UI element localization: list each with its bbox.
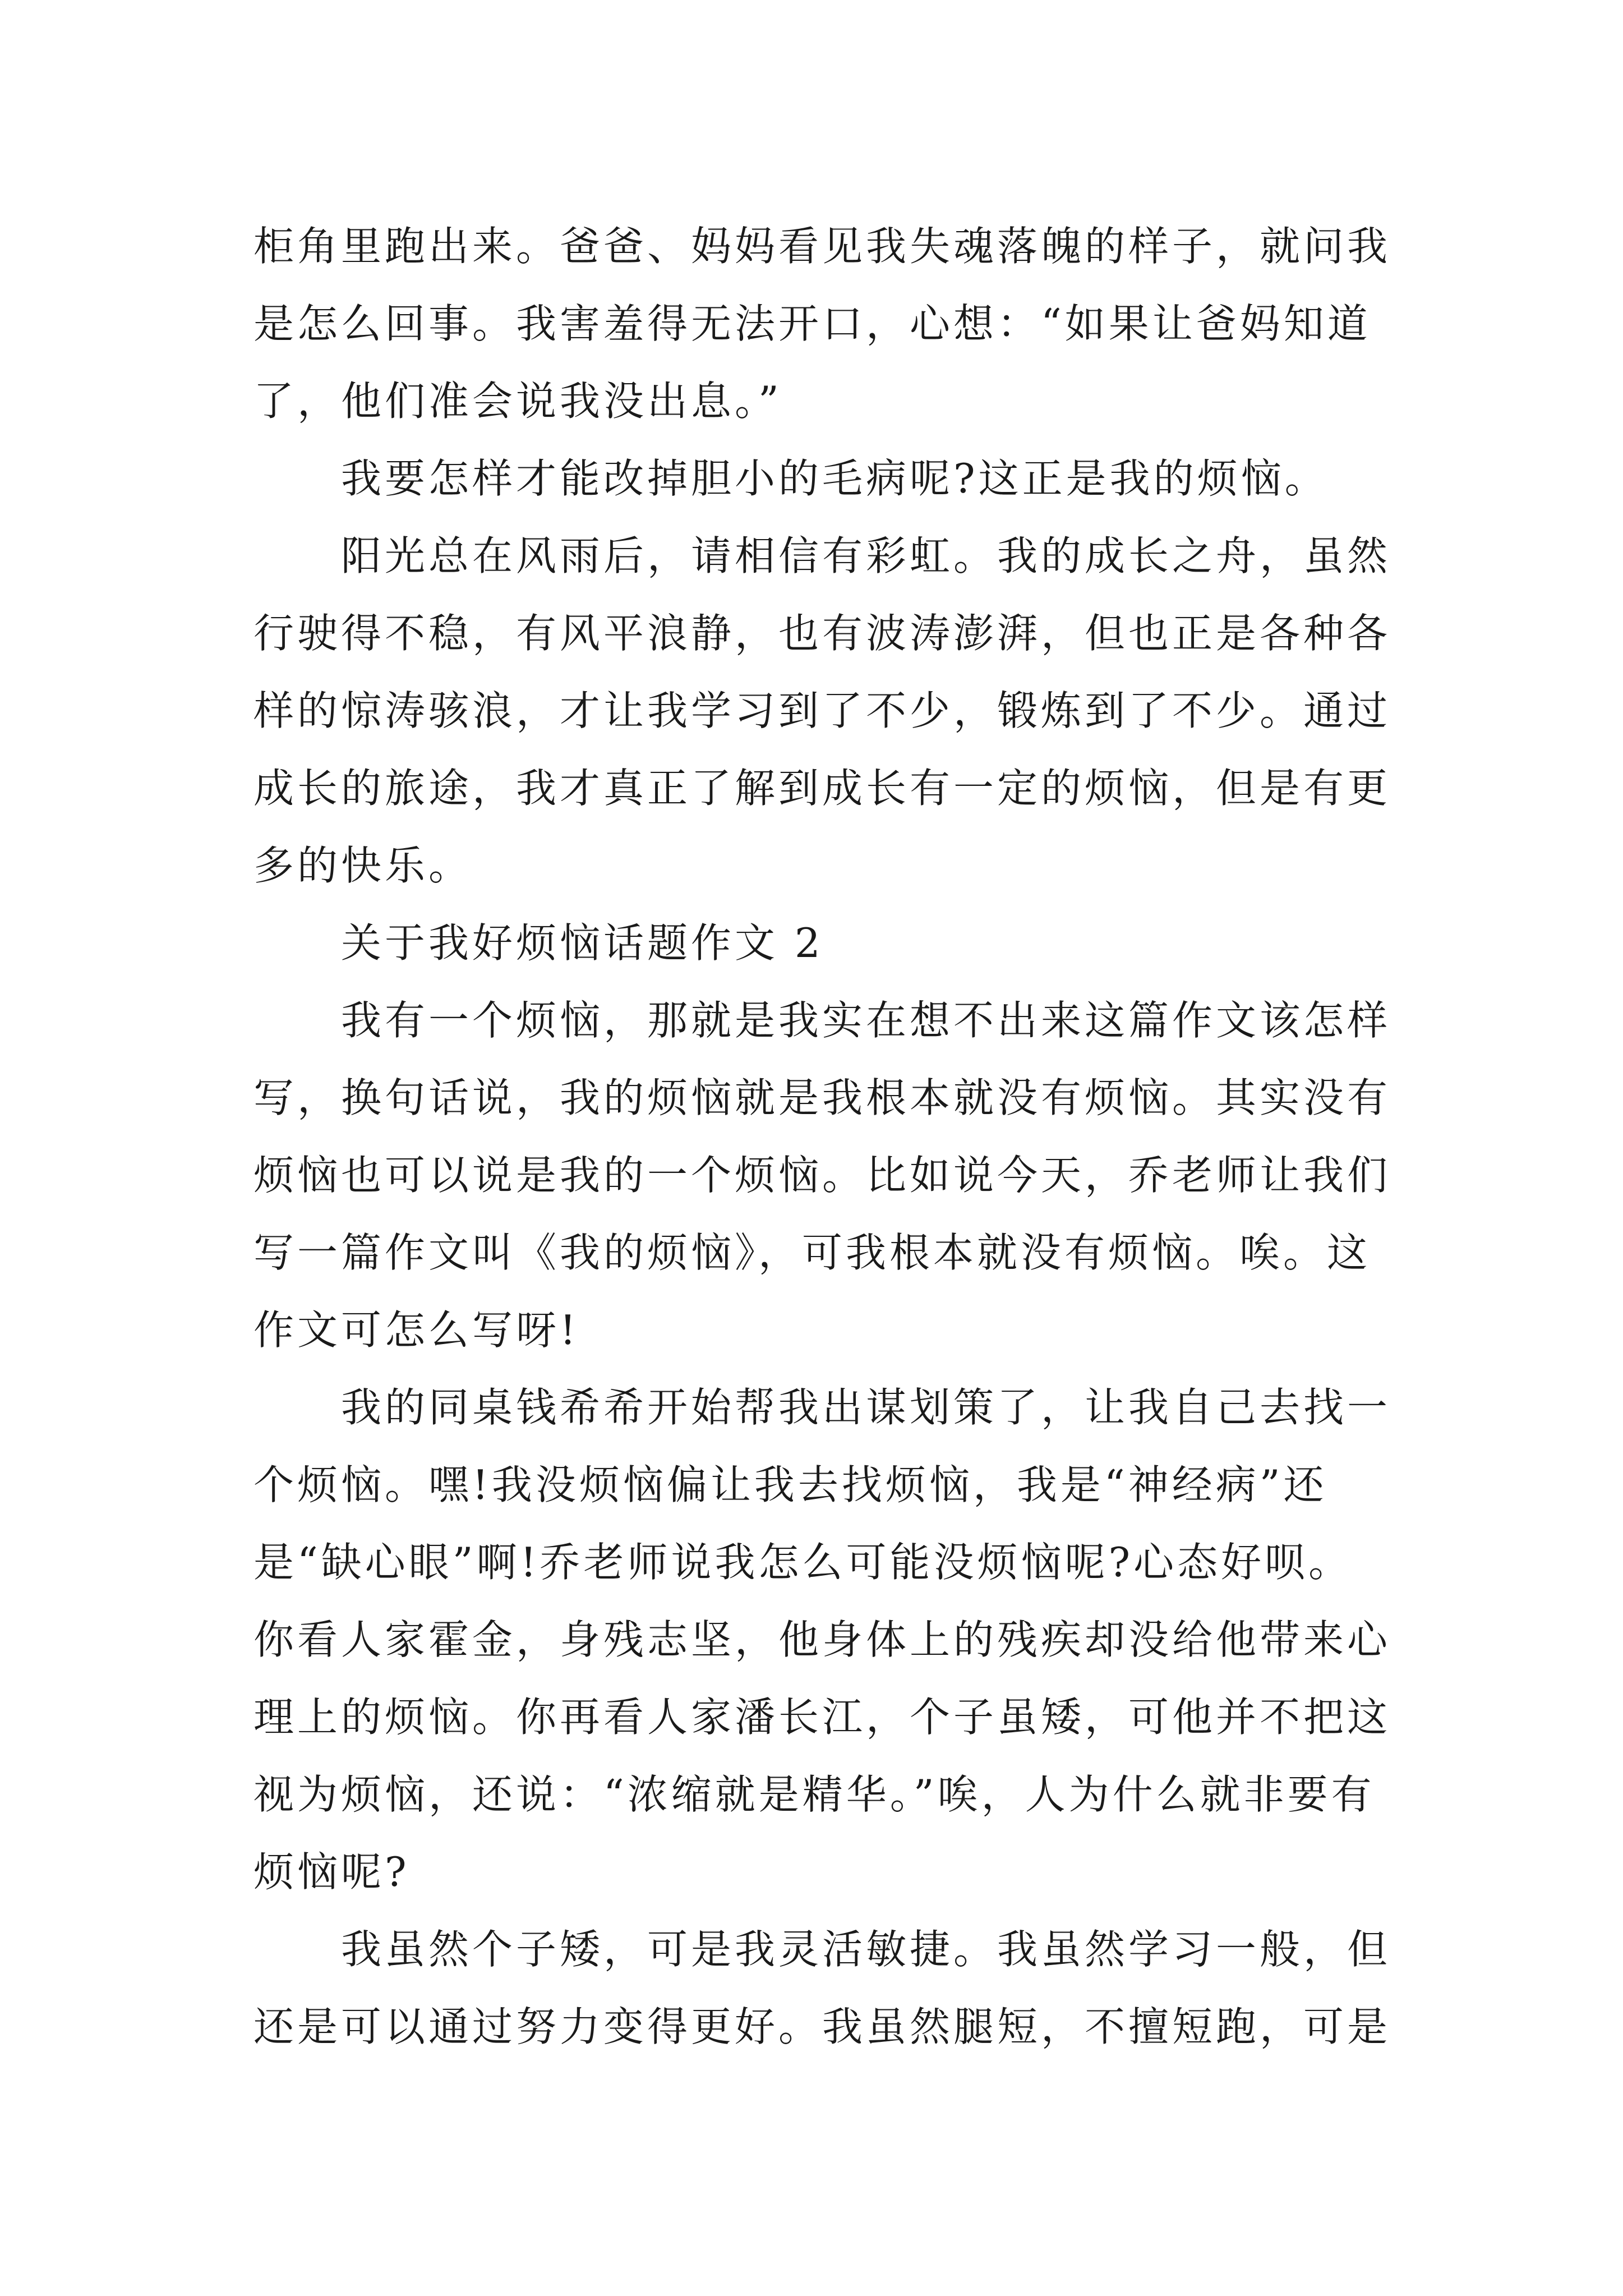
text-line: 还是可以通过努力变得更好。我虽然腿短，不擅短跑，可是 [253, 2003, 1391, 2050]
text-line: 你看人家霍金，身残志坚，他身体上的残疾却没给他带来心 [253, 1616, 1391, 1663]
text-line: 我的同桌钱希希开始帮我出谋划策了，让我自己去找一 [253, 1384, 1391, 1431]
text-line: 我有一个烦恼，那就是我实在想不出来这篇作文该怎样 [253, 997, 1391, 1044]
text-line: 写一篇作文叫《我的烦恼》，可我根本就没有烦恼。唉。这 [253, 1229, 1371, 1276]
text-line: 我虽然个子矮，可是我灵活敏捷。我虽然学习一般，但 [253, 1926, 1391, 1973]
text-line: 行驶得不稳，有风平浪静，也有波涛澎湃，但也正是各种各 [253, 610, 1391, 657]
text-line: 作文可怎么写呀! [253, 1306, 579, 1354]
text-line: 理上的烦恼。你再看人家潘长江，个子虽矮，可他并不把这 [253, 1694, 1391, 1741]
text-line: 柜角里跑出来。爸爸、妈妈看见我失魂落魄的样子，就问我 [253, 223, 1391, 270]
text-line: 是“缺心眼”啊!乔老师说我怎么可能没烦恼呢?心态好呗。 [253, 1539, 1353, 1586]
text-line: 多的快乐。 [253, 842, 473, 889]
text-line: 是怎么回事。我害羞得无法开口，心想：“如果让爸妈知道 [253, 300, 1371, 347]
essay-body [253, 208, 1391, 2065]
text-line: 我要怎样才能改掉胆小的毛病呢?这正是我的烦恼。 [253, 455, 1329, 502]
essay-title: 关于我好烦恼话题作文 2 [253, 919, 824, 967]
text-line: 写，换句话说，我的烦恼就是我根本就没有烦恼。其实没有 [253, 1074, 1391, 1121]
text-line: 视为烦恼，还说：“浓缩就是精华。”唉，人为什么就非要有 [253, 1771, 1375, 1818]
text-line: 了，他们准会说我没出息。” [253, 378, 782, 425]
text-line: 烦恼也可以说是我的一个烦恼。比如说今天，乔老师让我们 [253, 1152, 1391, 1199]
text-line: 阳光总在风雨后，请相信有彩虹。我的成长之舟，虽然 [253, 532, 1391, 579]
text-line: 成长的旅途，我才真正了解到成长有一定的烦恼，但是有更 [253, 765, 1391, 812]
text-line: 样的惊涛骇浪，才让我学习到了不少，锻炼到了不少。通过 [253, 687, 1391, 734]
text-line: 烦恼呢? [253, 1848, 410, 1895]
text-line: 个烦恼。嘿!我没烦恼偏让我去找烦恼，我是“神经病”还 [253, 1461, 1327, 1508]
